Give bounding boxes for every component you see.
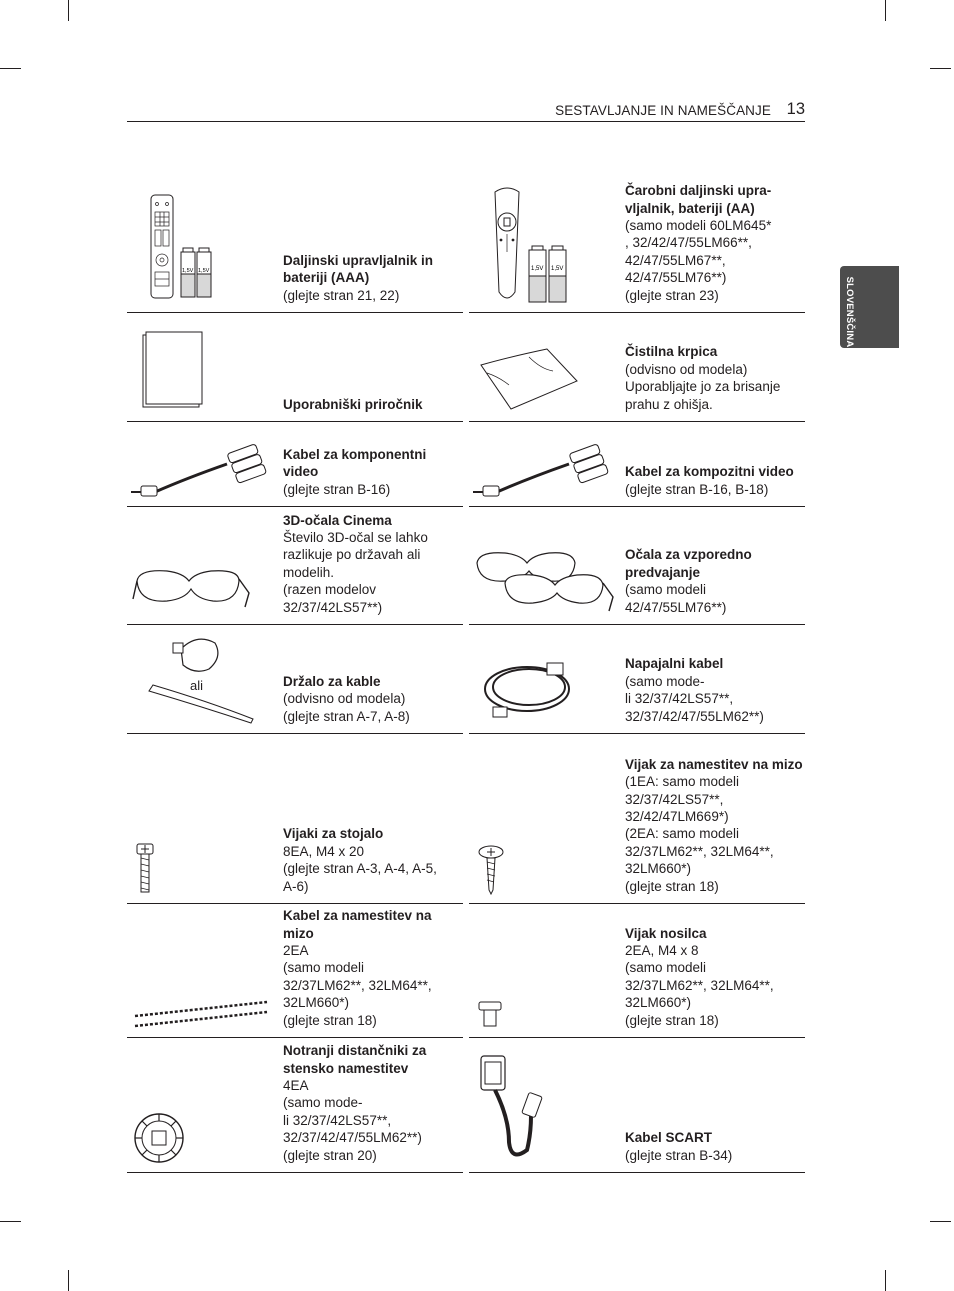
- item-description: (glejte stran 21, 22): [283, 287, 400, 303]
- accessory-item: [127, 734, 463, 904]
- battery-label: 1,5V: [198, 268, 210, 274]
- item-description: (samo modeli 42/47/55LM76**): [625, 582, 727, 615]
- battery-label: 1,5V: [182, 268, 194, 274]
- remote-control-icon: [127, 180, 277, 312]
- item-description: 4EA (samo mode- li 32/37/42LS57**, 32/37/42/47/55LM62**) (glejte stran 20): [283, 1077, 422, 1163]
- item-name: Kabel SCART: [625, 1130, 713, 1146]
- item-description: 8EA, M4 x 20 (glejte stran A-3, A-4, A-5, A-6): [283, 843, 437, 894]
- scart-cable-icon: [469, 1038, 619, 1172]
- item-description: (odvisno od modela) (glejte stran A-7, A-8): [283, 691, 410, 724]
- accessory-item: [469, 422, 805, 507]
- item-description: (samo mode- li 32/37/42LS57**, 32/37/42/47/55LM62**): [625, 673, 764, 724]
- item-name: Vijak nosilca: [625, 925, 707, 941]
- page-header: [127, 101, 805, 122]
- accessory-item: [469, 507, 805, 625]
- item-name: Vijak za namestitev na mizo: [625, 756, 803, 772]
- crop-mark: [68, 1270, 69, 1291]
- stand-screw-icon: [127, 734, 277, 903]
- composite-video-cable-icon: [469, 422, 619, 506]
- power-cord-icon: [469, 625, 619, 733]
- item-description: (1EA: samo modeli 32/37/42LS57**, 32/42/47LM669*) (2EA: samo modeli 32/37LM62**, 32LM64**, 32LM660*) (glejte stran 18): [625, 774, 774, 894]
- crop-mark: [885, 0, 886, 21]
- accessory-item: [127, 180, 463, 313]
- cleaning-cloth-icon: [469, 313, 619, 421]
- accessory-item: [127, 422, 463, 507]
- wall-spacer-icon: [127, 1038, 277, 1172]
- item-name: Čarobni daljinski upra- vljalnik, bateriji (AA): [625, 183, 772, 216]
- crop-mark: [0, 1221, 21, 1222]
- manual-book-icon: [127, 313, 277, 421]
- item-description: (glejte stran B-16, B-18): [625, 481, 769, 497]
- desk-mount-screw-icon: [469, 734, 619, 903]
- alternative-label: ali: [190, 678, 204, 693]
- item-name: Držalo za kable: [283, 673, 381, 689]
- desk-mount-cable-icon: [127, 904, 277, 1037]
- item-name: Uporabniški priročnik: [283, 396, 423, 412]
- item-name: Notranji distančniki za stensko namestitev: [283, 1043, 427, 1076]
- item-name: Čistilna krpica: [625, 344, 718, 360]
- dual-play-glasses-icon: [469, 507, 619, 624]
- item-name: Kabel za komponentni video: [283, 446, 427, 480]
- crop-mark: [930, 68, 951, 69]
- page-number: 13: [786, 100, 805, 118]
- crop-mark: [885, 1270, 886, 1291]
- crop-mark: [930, 1221, 951, 1222]
- magic-remote-icon: [469, 180, 619, 312]
- item-description: 2EA (samo modeli 32/37LM62**, 32LM64**, 32LM660*) (glejte stran 18): [283, 942, 432, 1028]
- item-name: Daljinski upravljalnik in bateriji (AAA): [283, 252, 434, 286]
- 3d-glasses-icon: [127, 507, 277, 624]
- item-description: Število 3D-očal se lahko razlikuje po državah ali modelih. (razen modelov 32/37/42LS57**): [283, 529, 428, 615]
- battery-label: 1,5V: [551, 266, 564, 272]
- accessory-item: [469, 1038, 805, 1173]
- accessory-item: [469, 313, 805, 422]
- item-name: Očala za vzporedno predvajanje: [625, 547, 752, 580]
- accessory-item: [127, 507, 463, 625]
- item-description: (odvisno od modela) Uporabljajte jo za brisanje prahu z ohišja.: [625, 361, 781, 412]
- accessory-item: [469, 180, 805, 313]
- item-name: 3D-očala Cinema: [283, 512, 392, 528]
- accessory-item: [469, 904, 805, 1038]
- accessory-item: [127, 313, 463, 422]
- item-name: Vijaki za stojalo: [283, 826, 384, 842]
- crop-mark: [0, 68, 21, 69]
- component-video-cable-icon: [127, 422, 277, 506]
- bracket-screw-icon: [469, 904, 619, 1037]
- item-description: 2EA, M4 x 8 (samo modeli 32/37LM62**, 32LM64**, 32LM660*) (glejte stran 18): [625, 942, 774, 1028]
- accessory-item: [469, 734, 805, 904]
- crop-mark: [68, 0, 69, 21]
- item-name: Kabel za namestitev na mizo: [283, 908, 432, 941]
- item-description: (glejte stran B-34): [625, 1147, 733, 1163]
- accessory-item: [469, 625, 805, 734]
- item-name: Kabel za kompozitni video: [625, 464, 794, 480]
- language-tab-label: SLOVENŠČINA: [844, 276, 855, 348]
- section-title: SESTAVLJANJE IN NAMEŠČANJE: [555, 103, 771, 118]
- accessory-item: [127, 1038, 463, 1173]
- language-tab: [840, 266, 899, 348]
- accessory-item: [127, 625, 463, 734]
- item-name: Napajalni kabel: [625, 656, 724, 672]
- battery-label: 1,5V: [531, 266, 544, 272]
- item-description: (glejte stran B-16): [283, 481, 391, 497]
- item-description: (samo modeli 60LM645* , 32/42/47/55LM66**, 42/47/55LM67**, 42/47/55LM76**) (glejte stran 23): [625, 217, 772, 303]
- accessory-item: [127, 904, 463, 1038]
